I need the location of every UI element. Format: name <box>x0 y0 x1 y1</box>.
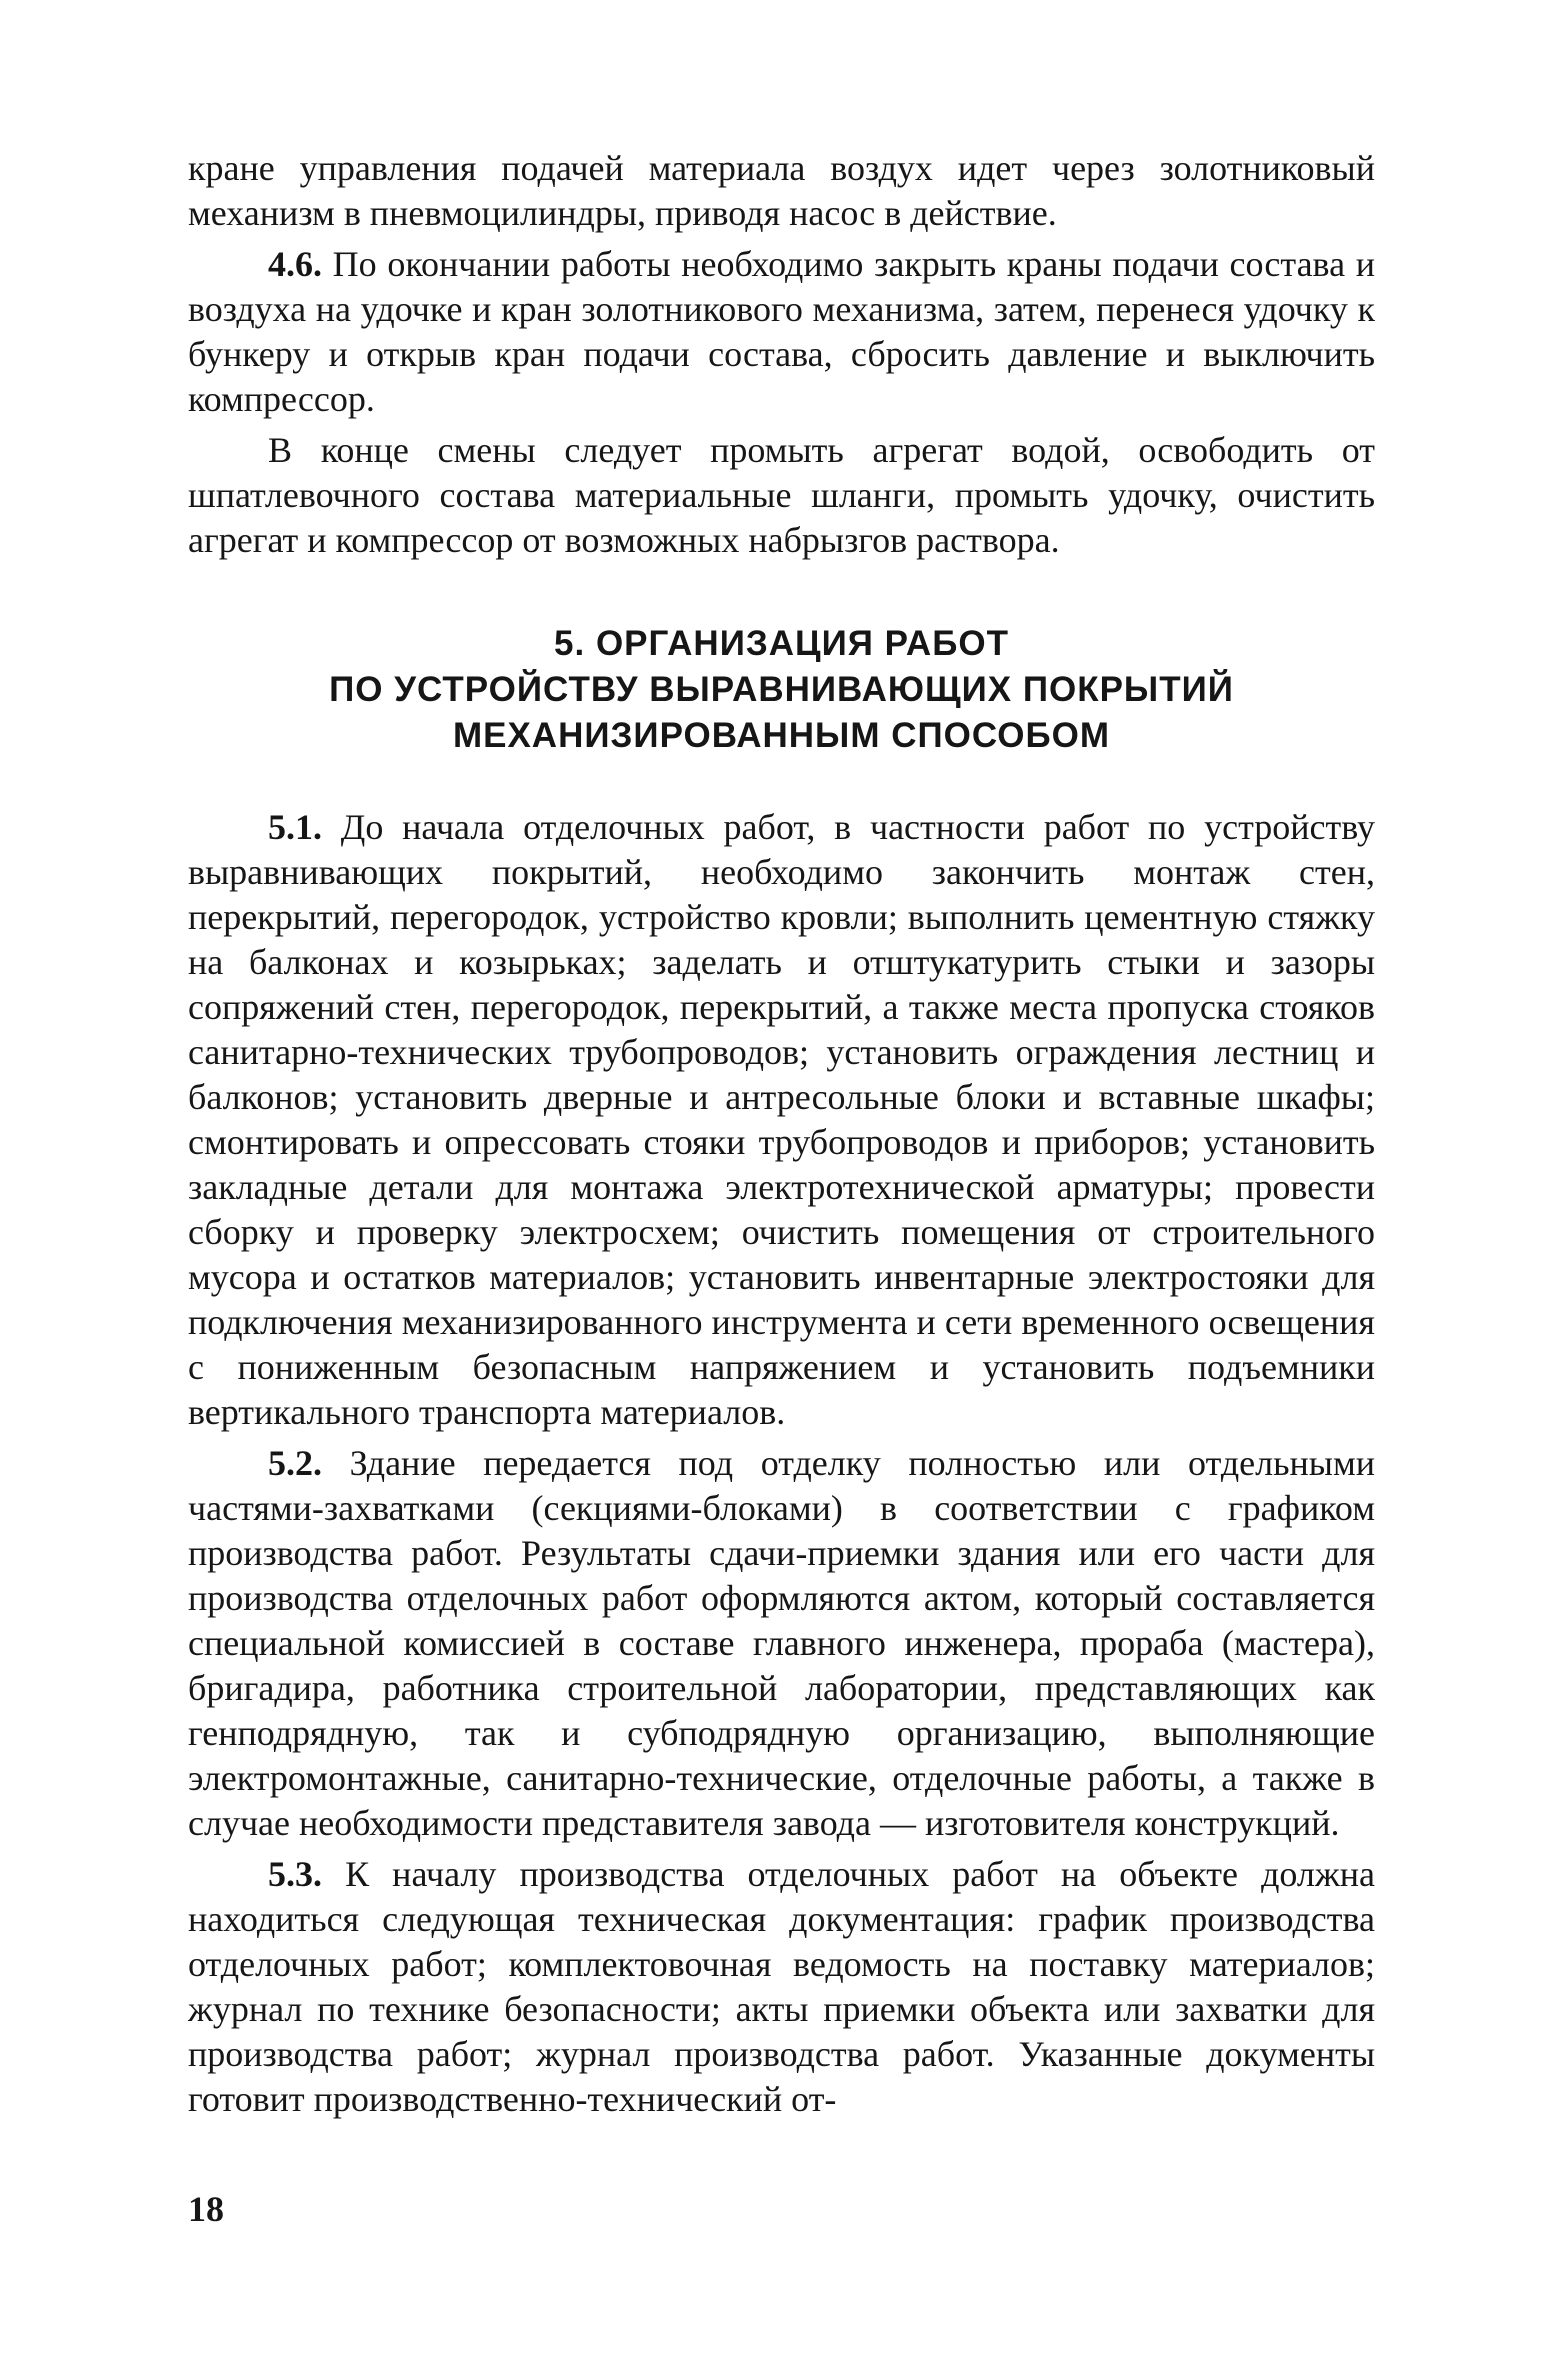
clause-number: 5.1. <box>268 807 322 847</box>
clause-number: 4.6. <box>268 244 322 284</box>
paragraph-text: По окончании работы необходимо закрыть краны подачи состава и воздуха на удочке и кран золотникового механизма, затем, перенеся удочку к бункеру и открыв кран подачи состава, сбросить давление и выключить компрессор. <box>188 244 1375 419</box>
paragraph-text: До начала отделочных работ, в частности работ по устройству выравнивающих покрытий, необходимо закончить монтаж стен, перекрытий, перегородок, устройство кровли; выполнить цементную стяжку на балконах и козырьках; заделать и отштукатурить стыки и зазоры сопряжений стен, перегородок, перекрытий, а также места пропуска стояков санитарно-технических трубопроводов; установить ограждения лестниц и балконов; установить дверные и антресольные блоки и вставные шкафы; смонтировать и опрессовать стояки трубопроводов и приборов; установить закладные детали для монтажа электротехнической арматуры; провести сборку и проверку электросхем; очистить помещения от строительного мусора и остатков материалов; установить инвентарные электростояки для подключения механизированного инструмента и сети временного освещения с пониженным безопасным напряжением и установить подъемники вертикального транспорта материалов. <box>188 807 1375 1432</box>
paragraph-5-3 <box>188 1852 1375 2122</box>
section-heading <box>188 621 1375 759</box>
section-heading-line-3: МЕХАНИЗИРОВАННЫМ СПОСОБОМ <box>452 716 1111 755</box>
paragraph-text: Здание передается под отделку полностью или отдельными частями-захватками (секциями-блоками) в соответствии с графиком производства работ. Результаты сдачи-приемки здания или его части для производства отделочных работ оформляются актом, который составляется специальной комиссией в составе главного инженера, прораба (мастера), бригадира, работника строительной лаборатории, представляющих как генподрядную, так и субподрядную организацию, выполняющие электромонтажные, санитарно-технические, отделочные работы, а также в случае необходимости представителя завода — изготовителя конструкций. <box>188 1443 1375 1843</box>
paragraph-5-1 <box>188 805 1375 1435</box>
paragraph-continuation <box>188 146 1375 236</box>
paragraph-5-2 <box>188 1441 1375 1846</box>
paragraph-end-of-shift <box>188 428 1375 563</box>
section-heading-line-2: ПО УСТРОЙСТВУ ВЫРАВНИВАЮЩИХ ПОКРЫТИЙ <box>329 670 1234 709</box>
paragraph-text: кране управления подачей материала воздух идет через золотниковый механизм в пневмоцилиндры, приводя насос в действие. <box>188 148 1375 233</box>
section-heading-line-1: 5. ОРГАНИЗАЦИЯ РАБОТ <box>554 624 1009 663</box>
page-number: 18 <box>188 2189 224 2229</box>
paragraph-text: В конце смены следует промыть агрегат водой, освободить от шпатлевочного состава материальные шланги, промыть удочку, очистить агрегат и компрессор от возможных набрызгов раствора. <box>188 430 1375 560</box>
paragraph-text: К началу производства отделочных работ на объекте должна находиться следующая техническая документация: график производства отделочных работ; комплектовочная ведомость на поставку материалов; журнал по технике безопасности; акты приемки объекта или захватки для производства работ; журнал производства работ. Указанные документы готовит производственно-технический от- <box>188 1854 1375 2119</box>
clause-number: 5.3. <box>268 1854 322 1894</box>
clause-number: 5.2. <box>268 1443 322 1483</box>
paragraph-4-6 <box>188 242 1375 422</box>
document-page <box>188 146 1375 2122</box>
